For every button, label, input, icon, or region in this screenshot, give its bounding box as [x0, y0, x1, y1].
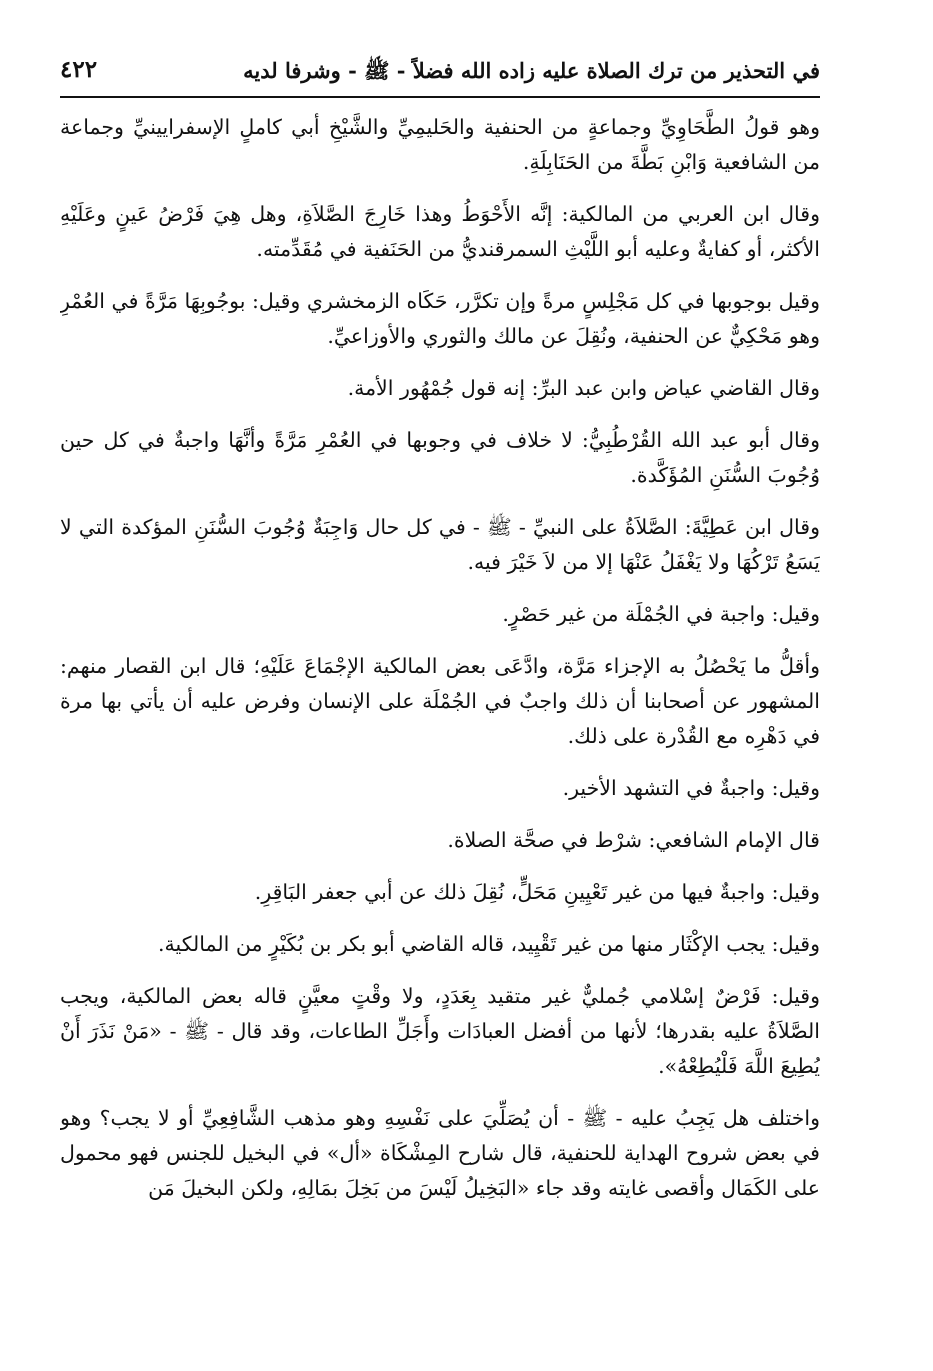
page-number: ٤٢٢	[60, 56, 98, 83]
paragraph: قال الإمام الشافعي: شرْط في صحَّة الصلاة.	[447, 828, 820, 852]
paragraph: وأقلُّ ما يَحْصُلُ به الإجزاء مَرَّة، وادَّعَى بعض المالكية الإجْمَاعَ عَلَيْهِ؛ قال ابن القصار منهم: المشهور عن أصحابنا أن ذلك واجبٌ في الجُمْلَة على الإنسان وفرض عليه أن يأتي بها مرة في دَهْرِه مع القُدْرة على ذلك.	[60, 654, 820, 748]
paragraph: وقال ابن العربي من المالكية: إنَّه الأَحْوَطُ وهذا خَارِجَ الصَّلاَةِ، وهل هِيَ فَرْضُ عَينٍ وعَلَيْهِ الأكثر، أو كفايةٌ وعليه أبو اللَّيْثِ السمرقنديُّ من الحَنَفية في مُقَدِّمته.	[60, 202, 820, 261]
paragraph: وقيل: فَرْضٌ إسْلامي جُمليٌّ غير متقيد بِعَدَدٍ، ولا وقْتٍ معيَّنٍ قاله بعض المالكية، ويجب الصَّلاَةُ عليه بقدرها؛ لأنها من أفضل العبادَات وأَجَلِّ الطاعات، وقد قال - ﷺ - «مَنْ نَذَرَ أَنْ يُطِيعَ اللَّهَ فَلْيُطِعْهُ».	[60, 984, 820, 1078]
paragraph: وقال أبو عبد الله القُرْطُبِيُّ: لا خلاف في وجوبها في العُمْرِ مَرَّةً وأنَّهَا واجبةٌ في كل حين وُجُوبَ السُّنَنِ المُؤَكَّدة.	[60, 428, 820, 487]
paragraph: وقيل بوجوبها في كل مَجْلِسٍ مرةً وإن تكرَّر، حَكَاه الزمخشري وقيل: بوجُوبِهَا مَرَّةً في العُمْرِ وهو مَحْكِيٌّ عن الحنفية، ونُقِلَ عن مالك والثوري والأوزاعيِّ.	[60, 289, 820, 348]
book-page	[60, 48, 820, 1348]
paragraph: واختلف هل يَجِبُ عليه - ﷺ - أن يُصَلِّيَ على نَفْسِهِ وهو مذهب الشَّافِعِيِّ أو لا يجب؟ وهو في بعض شروح الهداية للحنفية، قال شارح المِشْكَاة «أل» في البخيل للجنس فهو محمول على الكَمَال وأقصى غايته وقد جاء «البَخِيلُ لَيْسَ من بَخِلَ بمَالِهِ، ولكن البخيلَ مَن	[60, 1106, 820, 1200]
paragraph: وقيل: واجبةٌ في التشهد الأخير.	[562, 776, 820, 800]
paragraph: وهو قولُ الطَّحَاوِيِّ وجماعةٍ من الحنفية والحَليمِيِّ والشَّيْخِ أبي كاملٍ الإسفرايينيِّ وجماعة من الشافعية وَابْنِ بَطَّةَ من الحَنَابِلَةِ.	[60, 115, 820, 174]
paragraph: وقيل: واجبةٌ فيها من غير تَعْيِينِ مَحَلٍّ، نُقِلَ ذلك عن أبي جعفر البَاقِرِ.	[254, 880, 820, 904]
paragraph: وقيل: واجبة في الجُمْلَة من غير حَصْرٍ.	[502, 602, 820, 626]
running-title: في التحذير من ترك الصلاة عليه زاده الله فضلاً - ﷺ - وشرفا لديه	[243, 58, 820, 83]
page-header	[60, 48, 820, 98]
body-text	[60, 110, 820, 1206]
paragraph: وقال ابن عَطِيَّةَ: الصَّلاَةُ على النبيِّ - ﷺ - في كل حال وَاجِبَةٌ وُجُوبَ السُّنَنِ المؤكدة التي لا يَسَعُ تَرْكُهَا ولا يَغْفَلُ عَنْهَا إلا من لاَ خَيْرَ فيه.	[60, 515, 820, 574]
paragraph: وقيل: يجب الإكْثَار منها من غير تَقْيِيد، قاله القاضي أبو بكر بن بُكَيْرٍ من المالكية.	[158, 932, 820, 956]
paragraph: وقال القاضي عياض وابن عبد البرِّ: إنه قول جُمْهُور الأمة.	[347, 376, 820, 400]
